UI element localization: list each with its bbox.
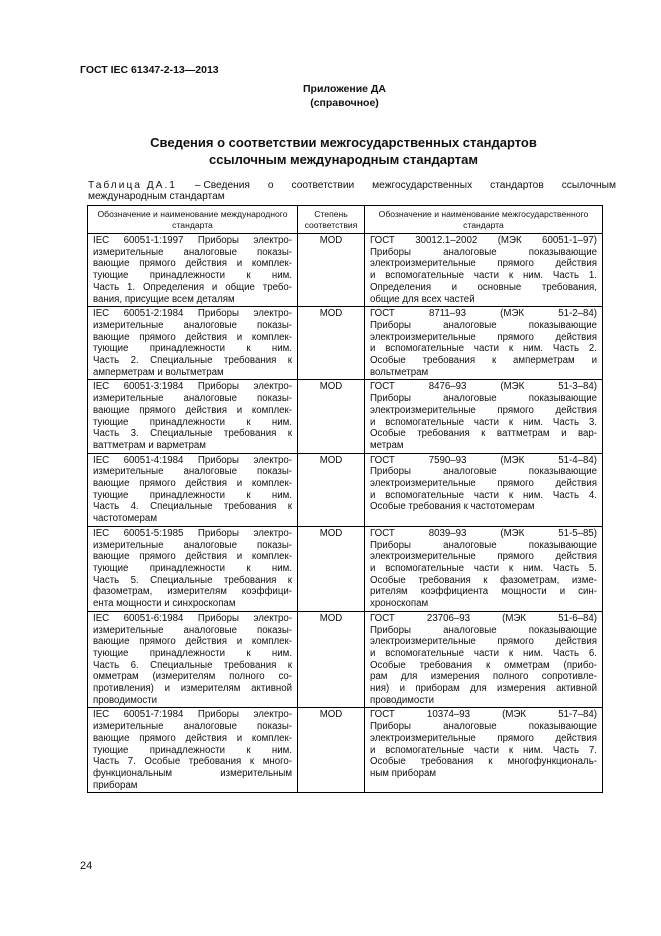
cell-line: электроизмерительные прямого действия — [369, 478, 597, 490]
cell-line: ГОСТ 23706–93 (МЭК 51-6–84) — [369, 612, 597, 624]
table-caption-line-2: международным стандартам — [88, 191, 225, 202]
cell-line: Часть 6. Специальные требования к — [93, 659, 293, 671]
table-caption — [88, 180, 616, 202]
cell-line: хроноскопам — [369, 598, 429, 610]
cell-line: и вспомогательные части к ним. Часть 6. — [369, 647, 597, 659]
cell-line: тующие принадлежности к ним. — [93, 270, 293, 282]
cell-line: тующие принадлежности к ним. — [93, 744, 293, 756]
cell-line: измерительные аналоговые показы- — [93, 393, 293, 405]
cell-line: амперметрам и вольтметрам — [93, 366, 224, 378]
table-header-row — [88, 206, 603, 234]
cell-line: ГОСТ 7590–93 (МЭК 51-4–84) — [369, 454, 597, 466]
annex-heading — [0, 82, 661, 110]
cell-line: Приборы аналоговые показывающие — [369, 246, 597, 258]
cell-line: электроизмерительные прямого действия — [369, 636, 597, 648]
correspondence-table — [87, 205, 603, 793]
table-row — [88, 234, 603, 307]
cell-line: метрам — [369, 439, 404, 451]
cell-line: и вспомогательные части к ним. Часть 7. — [369, 744, 597, 756]
cell-line: ваттметрам и варметрам — [93, 439, 206, 451]
cell-line: приборам — [93, 779, 138, 791]
header-degree-of-correspondence: Степень соответствия — [298, 206, 365, 234]
cell-international-standard — [88, 380, 298, 453]
cell-line: Часть 4. Специальные требования к — [93, 501, 293, 513]
cell-line: электроизмерительные прямого действия — [369, 732, 597, 744]
cell-line: тующие принадлежности к ним. — [93, 647, 293, 659]
cell-line: Приборы аналоговые показывающие — [369, 466, 597, 478]
cell-line: Приборы аналоговые показывающие — [369, 319, 597, 331]
cell-interstate-standard — [364, 307, 602, 380]
cell-line: измерительные аналоговые показы- — [93, 246, 293, 258]
cell-line: Особые требования к многофункциональ- — [369, 756, 597, 768]
cell-line: электроизмерительные прямого действия — [369, 404, 597, 416]
page-number: 24 — [80, 860, 93, 872]
caption-word: соответствии — [291, 180, 355, 191]
caption-word: о — [267, 180, 274, 191]
cell-line: измерительные аналоговые показы- — [93, 624, 293, 636]
cell-line: вающие прямого действия и комплек- — [93, 551, 293, 563]
cell-line: Особые требования к ваттметрам и вар- — [369, 428, 597, 440]
annex-title: Приложение ДА — [303, 83, 386, 95]
cell-line: Приборы аналоговые показывающие — [369, 393, 597, 405]
cell-interstate-standard — [364, 611, 602, 708]
cell-line: вания, присущие всем деталям — [93, 293, 235, 305]
cell-international-standard — [88, 526, 298, 611]
cell-line: измерительные аналоговые показы- — [93, 721, 293, 733]
cell-degree: MOD — [298, 453, 365, 526]
cell-line: ГОСТ 8476–93 (МЭК 51-3–84) — [369, 381, 597, 393]
title-line-1: Сведения о соответствии межгосударственных стандартов — [150, 135, 537, 150]
cell-line: ГОСТ 10374–93 (МЭК 51-7–84) — [369, 709, 597, 721]
cell-line: фазометрам, измерителям коэффици- — [93, 586, 293, 598]
cell-line: ГОСТ 8039–93 (МЭК 51-5–85) — [369, 527, 597, 539]
cell-interstate-standard — [364, 526, 602, 611]
cell-line: вающие прямого действия и комплек- — [93, 331, 293, 343]
cell-line: вольтметрам — [369, 366, 429, 378]
cell-line: электроизмерительные прямого действия — [369, 331, 597, 343]
cell-line: проводимости — [93, 694, 158, 706]
cell-line: измерительные аналоговые показы- — [93, 539, 293, 551]
caption-word: стандартов — [490, 180, 544, 191]
cell-line: вающие прямого действия и комплек- — [93, 478, 293, 490]
cell-line: IEC 60051-4:1984 Приборы электро- — [93, 454, 293, 466]
cell-interstate-standard — [364, 453, 602, 526]
table-row — [88, 611, 603, 708]
cell-international-standard — [88, 453, 298, 526]
cell-line: Особые требования к амперметрам и — [369, 355, 597, 367]
cell-interstate-standard — [364, 234, 602, 307]
cell-line: ента мощности и синхроскопам — [93, 598, 236, 610]
cell-line: и вспомогательные части к ним. Часть 3. — [369, 416, 597, 428]
cell-line: Особые требования к фазометрам, изме- — [369, 574, 597, 586]
table-row — [88, 708, 603, 793]
caption-word: ссылочным — [561, 180, 616, 191]
cell-line: тующие принадлежности к ним. — [93, 562, 293, 574]
title-line-2: ссылочным международным стандартам — [209, 152, 478, 167]
table-row — [88, 380, 603, 453]
cell-line: проводимости — [369, 694, 435, 706]
table-row — [88, 307, 603, 380]
cell-line: Приборы аналоговые показывающие — [369, 721, 597, 733]
cell-line: Часть 2. Специальные требования к — [93, 355, 293, 367]
cell-line: электроизмерительные прямого действия — [369, 258, 597, 270]
cell-degree: MOD — [298, 708, 365, 793]
cell-line: IEC 60051-5:1985 Приборы электро- — [93, 527, 293, 539]
cell-line: вающие прямого действия и комплек- — [93, 636, 293, 648]
table-label: Таблица ДА.1 — [88, 180, 177, 191]
caption-word: – Сведения — [194, 180, 250, 191]
cell-degree: MOD — [298, 526, 365, 611]
cell-line: частотомерам — [93, 513, 157, 525]
cell-international-standard — [88, 708, 298, 793]
cell-line: ГОСТ 8711–93 (МЭК 51-2–84) — [369, 308, 597, 320]
cell-line: ГОСТ 30012.1–2002 (МЭК 60051-1–97) — [369, 235, 597, 246]
cell-line: тующие принадлежности к ним. — [93, 343, 293, 355]
cell-line: измерительные аналоговые показы- — [93, 466, 293, 478]
cell-interstate-standard — [364, 380, 602, 453]
table-row — [88, 526, 603, 611]
cell-degree: MOD — [298, 380, 365, 453]
cell-line: общие для всех частей — [369, 293, 475, 305]
cell-line: вающие прямого действия и комплек- — [93, 404, 293, 416]
cell-interstate-standard — [364, 708, 602, 793]
cell-line: IEC 60051-7:1984 Приборы электро- — [93, 709, 293, 721]
cell-line: IEC 60051-2:1984 Приборы электро- — [93, 308, 293, 320]
cell-line: и вспомогательные части к ним. Часть 4. — [369, 489, 597, 501]
cell-line: IEC 60051-6:1984 Приборы электро- — [93, 612, 293, 624]
cell-line: тующие принадлежности к ним. — [93, 489, 293, 501]
cell-line: и вспомогательные части к ним. Часть 1. — [369, 270, 597, 282]
cell-line: IEC 60051-3:1984 Приборы электро- — [93, 381, 293, 393]
page-title — [0, 134, 661, 168]
cell-line: функциональным измерительным — [93, 767, 293, 779]
cell-line: омметрам (измерителям полного со- — [93, 671, 293, 683]
document-header: ГОСТ IEC 61347-2-13—2013 — [80, 64, 219, 76]
cell-line: тующие принадлежности к ним. — [93, 416, 293, 428]
table-row — [88, 453, 603, 526]
annex-subtitle: (справочное) — [310, 97, 379, 109]
table-caption-line-1 — [88, 180, 616, 191]
cell-line: ным приборам — [369, 767, 437, 779]
cell-line: вающие прямого действия и комплек- — [93, 258, 293, 270]
cell-degree: MOD — [298, 611, 365, 708]
cell-line: рителям коэффициента мощности и син- — [369, 586, 597, 598]
cell-international-standard — [88, 611, 298, 708]
cell-line: Часть 5. Специальные требования к — [93, 574, 293, 586]
cell-line: измерительные аналоговые показы- — [93, 319, 293, 331]
header-interstate-standard: Обозначение и наименование межгосударственного стандарта — [364, 206, 602, 234]
cell-line: Приборы аналоговые показывающие — [369, 539, 597, 551]
cell-line: Часть 1. Определения и общие требо- — [93, 281, 293, 293]
cell-line: Часть 3. Специальные требования к — [93, 428, 293, 440]
cell-line: электроизмерительные прямого действия — [369, 551, 597, 563]
cell-line: Часть 7. Особые требования к много- — [93, 756, 293, 768]
caption-word: межгосударственных — [372, 180, 473, 191]
cell-line: рам для измерения полного сопротивле- — [369, 671, 597, 683]
cell-line: Особые требования к частотомерам — [369, 501, 535, 513]
cell-international-standard — [88, 234, 298, 307]
cell-line: и вспомогательные части к ним. Часть 2. — [369, 343, 597, 355]
cell-international-standard — [88, 307, 298, 380]
cell-line: ния) и приборам для измерения активной — [369, 683, 597, 695]
header-international-standard: Обозначение и наименование международного стандарта — [88, 206, 298, 234]
cell-line: Определения и основные требования, — [369, 281, 597, 293]
cell-degree: MOD — [298, 307, 365, 380]
cell-line: вающие прямого действия и комплек- — [93, 732, 293, 744]
cell-line: Особые требования к омметрам (прибо- — [369, 659, 597, 671]
cell-line: и вспомогательные части к ним. Часть 5. — [369, 562, 597, 574]
cell-line: противления) и измерителям активной — [93, 683, 293, 695]
cell-degree: MOD — [298, 234, 365, 307]
cell-line: Приборы аналоговые показывающие — [369, 624, 597, 636]
cell-line: IEC 60051-1:1997 Приборы электро- — [93, 235, 293, 246]
